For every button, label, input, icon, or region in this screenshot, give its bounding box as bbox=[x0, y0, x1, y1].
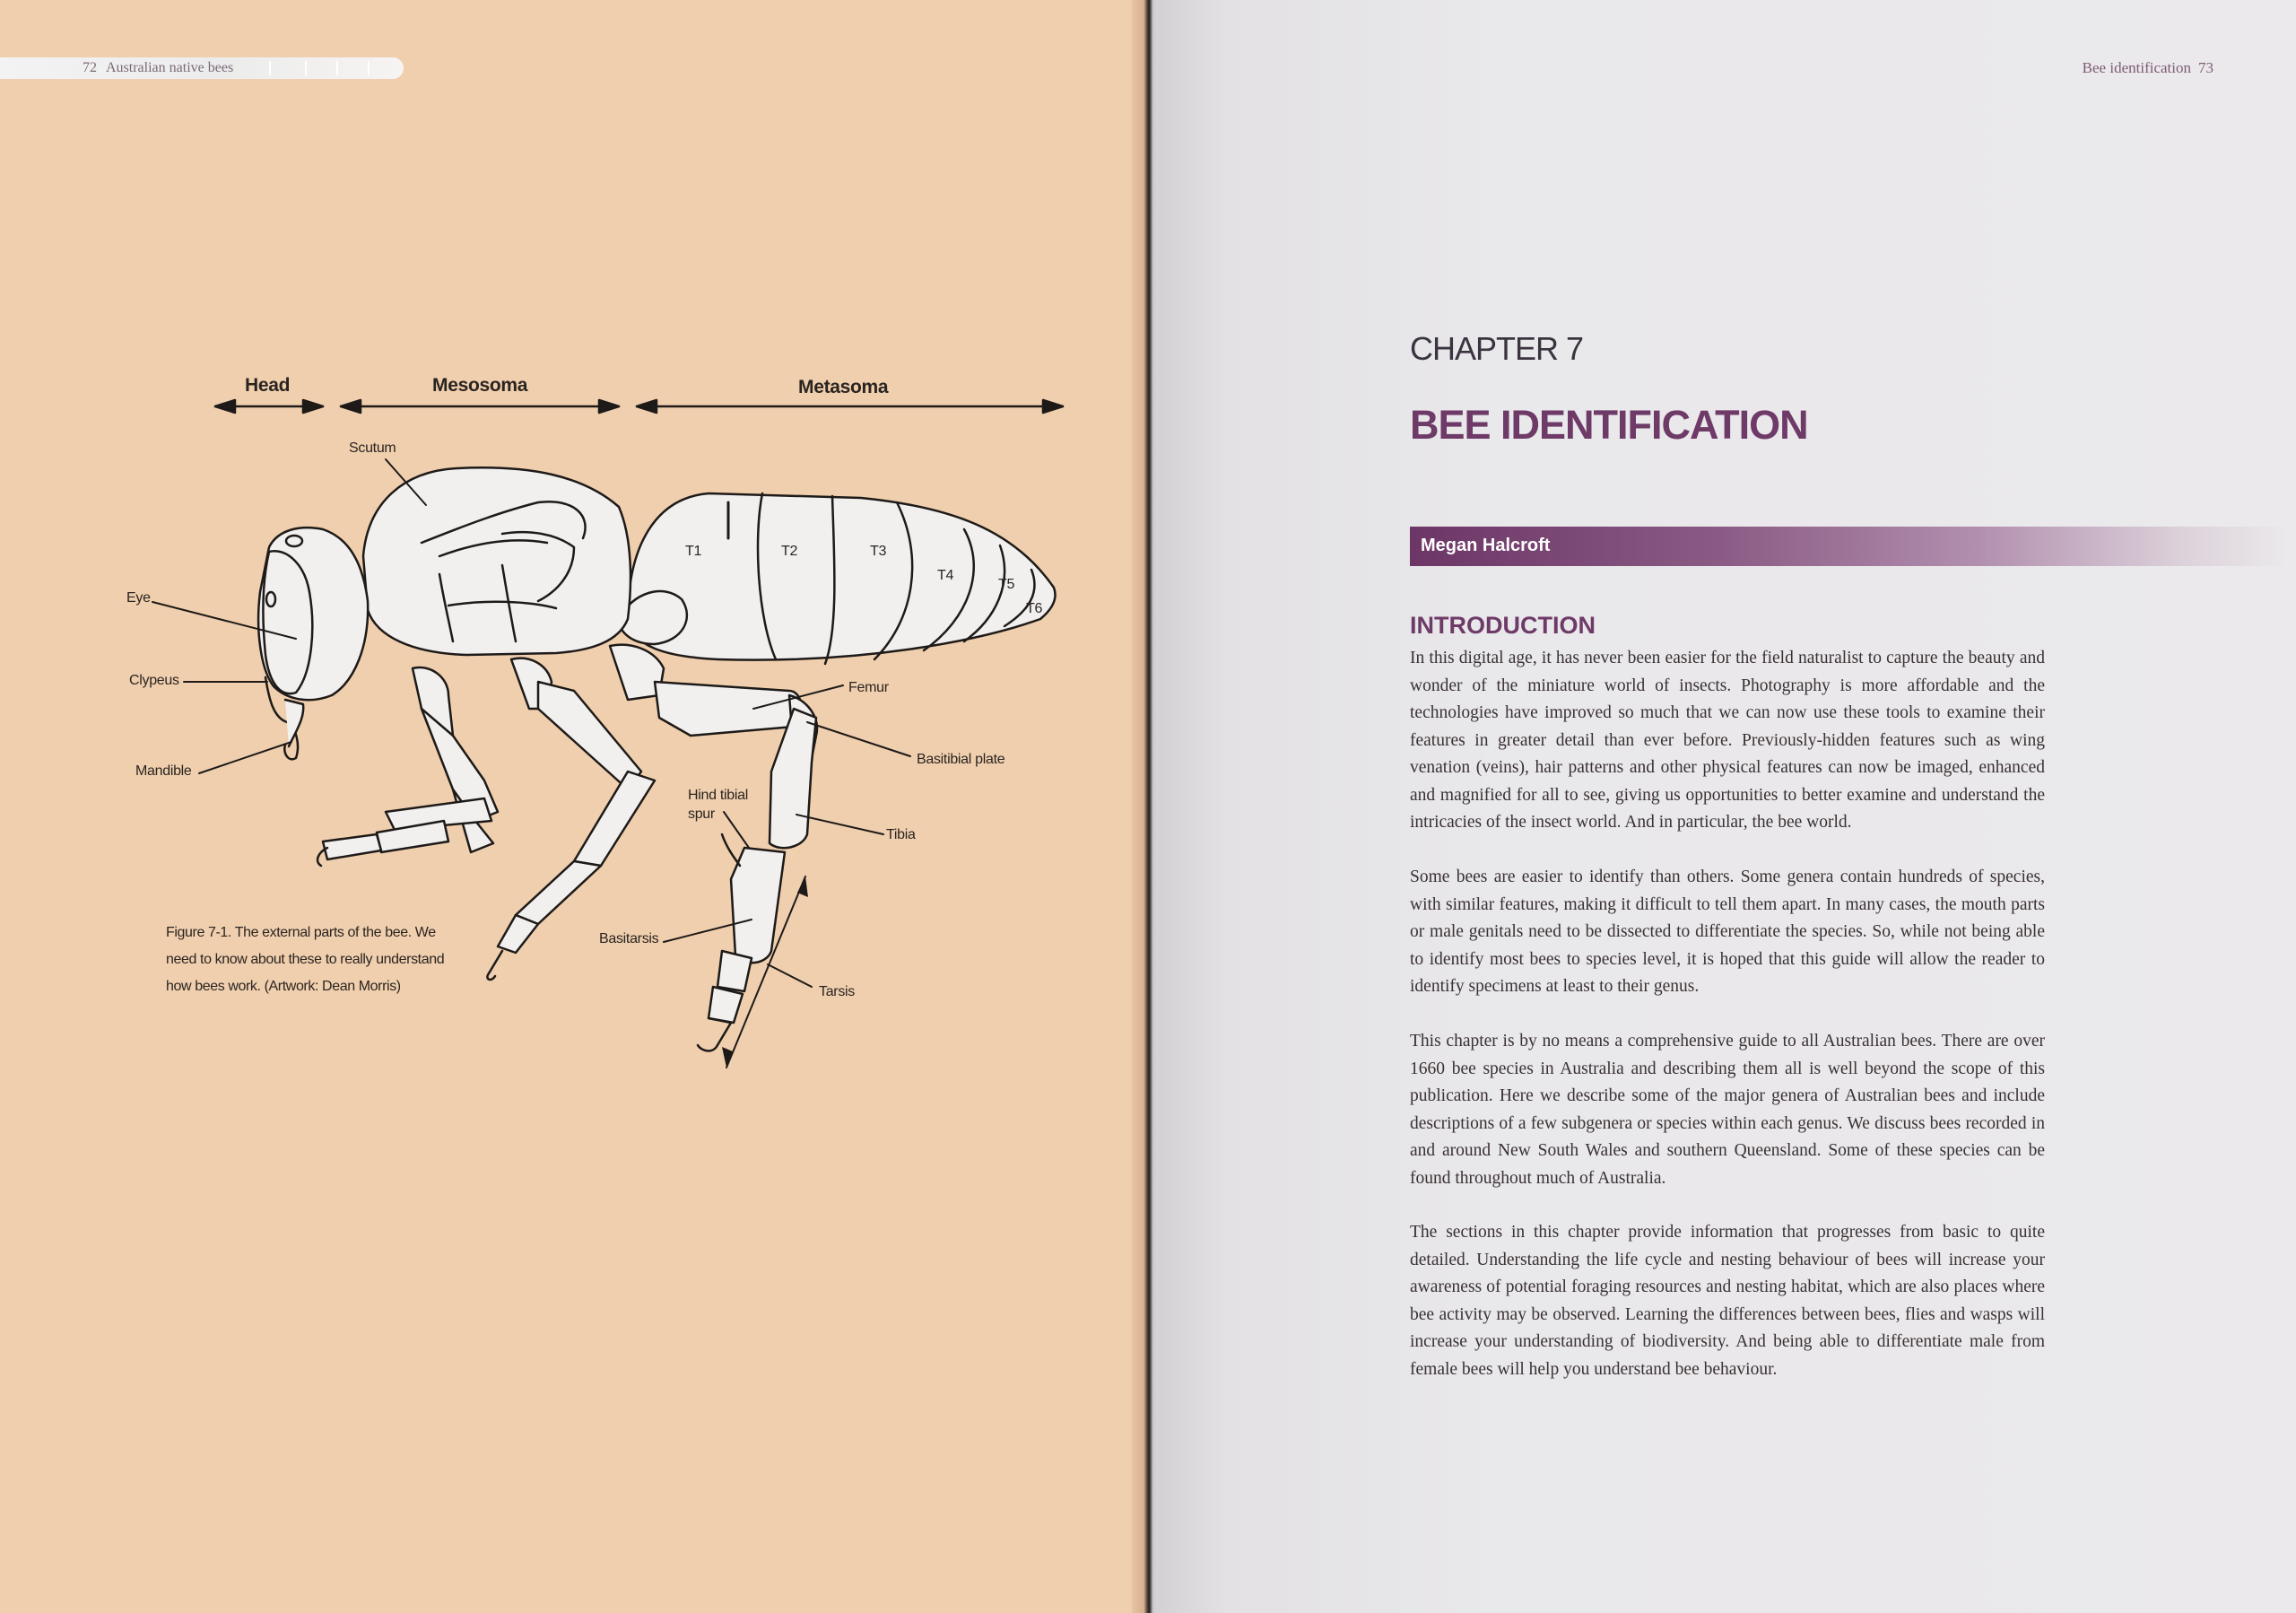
label-t4: T4 bbox=[937, 568, 954, 583]
label-t1: T1 bbox=[685, 544, 702, 559]
mid-tibia bbox=[574, 772, 655, 866]
mandible-shape bbox=[285, 700, 303, 746]
arrow-head bbox=[1043, 400, 1063, 413]
label-tarsis: Tarsis bbox=[819, 984, 855, 999]
label-scutum: Scutum bbox=[349, 440, 396, 456]
running-header-right bbox=[2083, 59, 2213, 77]
metasoma-shape bbox=[628, 493, 1056, 660]
front-tarsal-segments bbox=[323, 834, 381, 859]
arrow-head bbox=[341, 400, 361, 413]
hind-tarsal-segment bbox=[709, 987, 743, 1023]
label-t3: T3 bbox=[870, 544, 887, 559]
author-name: Megan Halcroft bbox=[1421, 536, 1551, 555]
label-t5: T5 bbox=[998, 577, 1015, 592]
leader-basitibial-plate bbox=[807, 722, 910, 756]
section-heading: INTRODUCTION bbox=[1410, 612, 1596, 639]
hind-tibia bbox=[770, 709, 816, 848]
body-paragraph: This chapter is by no means a comprehensive guide to all Australian bees. There are over 1660 bee species in Australia and describing them all is well beyond the scope of this publication. Here we describe some of the major genera of Australian bees and include descriptions of a few subgenera or species within each genus. We discuss bees recorded in and around New South Wales and southern Queensland. Some of these species can be found throughout much of Australia. bbox=[1410, 1032, 2045, 1188]
label-t6: T6 bbox=[1026, 601, 1043, 616]
label-hind-tibial-spur: Hind tibial spur bbox=[688, 788, 748, 822]
chapter-title: BEE IDENTIFICATION bbox=[1410, 402, 1808, 448]
label-t2: T2 bbox=[781, 544, 798, 559]
label-eye: Eye bbox=[126, 590, 151, 606]
body-paragraph: In this digital age, it has never been easier for the field naturalist to capture the beauty and wonder of the miniature world of insects. Photography is more affordable and the technologies have improved so much that we can now use these tools to examine their features in greater detail than ever before. Previously-hidden features such as wing venation (veins), hair patterns and other physical features can now be imaged, enhanced and magnified for all to see, giving us opportunities to better examine and understand the intricacies of the insect world. And in particular, the bee world. bbox=[1410, 649, 2045, 832]
arrow-head bbox=[215, 400, 235, 413]
label-head: Head bbox=[245, 375, 291, 396]
label-clypeus: Clypeus bbox=[129, 673, 179, 688]
hind-trochanter-femur bbox=[655, 682, 802, 736]
page-number-left: 72 bbox=[83, 60, 97, 75]
label-basitibial-plate: Basitibial plate bbox=[917, 752, 1005, 767]
front-tarsus bbox=[377, 821, 448, 852]
figure-caption: Figure 7-1. The external parts of the bee. We need to know about these to really understand how bees work. (Artwork: Dean Morris) bbox=[166, 925, 445, 994]
label-femur: Femur bbox=[848, 680, 889, 695]
running-title-right: Bee identification bbox=[2082, 59, 2191, 76]
arrow-head bbox=[303, 400, 323, 413]
mid-claw bbox=[487, 951, 502, 980]
hind-tarsal-segment bbox=[718, 951, 752, 991]
mid-basitarsus bbox=[516, 861, 601, 924]
body-paragraph: Some bees are easier to identify than others. Some genera contain hundreds of species, with similar features, making it difficult to tell them apart. In many cases, the mouth parts or male genitals need to be dissected to differentiate the species. So, while not being able to identify most bees to species level, it is hoped that this guide will allow the reader to identify specimens at least to their genus. bbox=[1410, 868, 2045, 996]
leader-tibia bbox=[796, 815, 883, 834]
label-basitarsis: Basitarsis bbox=[599, 931, 659, 946]
label-metasoma: Metasoma bbox=[798, 377, 889, 397]
left-page bbox=[0, 0, 1144, 1613]
antenna-socket bbox=[266, 592, 275, 606]
chapter-label: CHAPTER 7 bbox=[1410, 330, 1584, 367]
bee-anatomy-diagram bbox=[0, 0, 1144, 1613]
running-title-left: Australian native bees bbox=[106, 60, 234, 75]
label-mandible: Mandible bbox=[135, 763, 192, 779]
ocellus bbox=[286, 536, 302, 546]
author-banner bbox=[1410, 527, 2287, 566]
mid-tarsal-segments bbox=[498, 915, 538, 953]
arrow-head bbox=[599, 400, 619, 413]
hind-claw bbox=[698, 1018, 731, 1051]
leader-mandible bbox=[199, 742, 291, 773]
leader-tarsis bbox=[768, 964, 812, 987]
page-number-right: 73 bbox=[2198, 59, 2213, 76]
hind-tibial-spur bbox=[722, 834, 740, 866]
label-tibia: Tibia bbox=[886, 827, 916, 842]
arrow-head bbox=[637, 400, 657, 413]
body-paragraph: The sections in this chapter provide information that progresses from basic to quite detailed. Understanding the life cycle and nesting behaviour of bees will increase your awareness of potential foraging resources and nesting habitat, which are also places where bee activity may be observed. Learning the differences between bees, flies and wasps will increase your understanding of biodiversity. And being able to differentiate male from female bees will help you understand bee behaviour. bbox=[1410, 1223, 2045, 1379]
mesosoma-shape bbox=[363, 467, 631, 655]
label-mesosoma: Mesosoma bbox=[432, 375, 528, 396]
